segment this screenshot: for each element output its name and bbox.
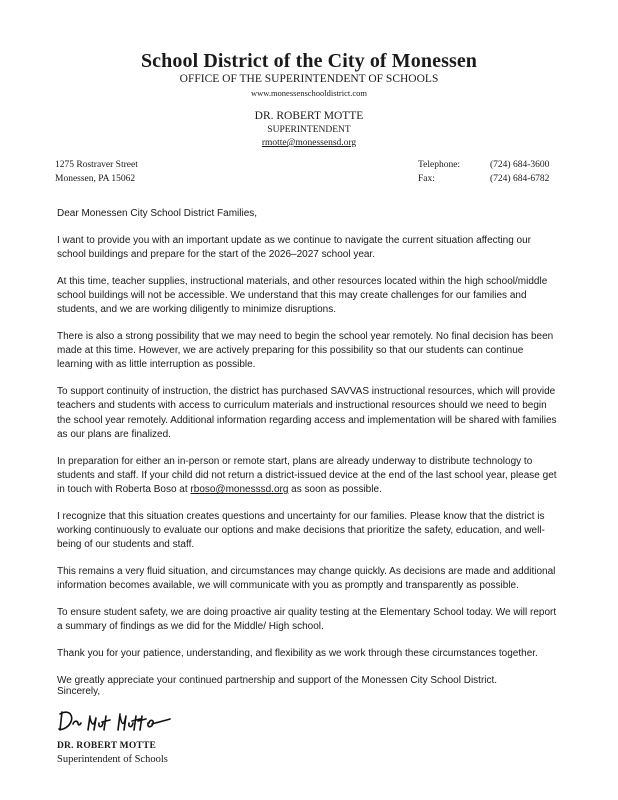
- district-title: School District of the City of Monessen: [140, 50, 478, 72]
- paragraph-9: Thank you for your patience, understanding, and flexibility as we work through these circumstances together.: [57, 648, 538, 660]
- telephone-label: Telephone:: [418, 160, 461, 170]
- address-city: Monessen, PA 15062: [55, 174, 136, 184]
- district-website: www.monessenschooldistrict.com: [250, 88, 368, 98]
- superintendent-name: DR. ROBERT MOTTE: [254, 110, 364, 122]
- paragraph-1: I want to provide you with an important update as we continue to navigate the current situation affecting our school buildings and prepare for the start of the 2026–2027 school year.: [57, 234, 531, 260]
- paragraph-8: To ensure student safety, we are doing proactive air quality testing at the Elementary School today. We will report a summary of findings as we did for the Middle/ High school.: [57, 607, 557, 633]
- paragraph-7: This remains a very fluid situation, and circumstances may change quickly. As decisions are made and additional information becomes available, we will communicate with you as promptly and transparently as possible.: [57, 566, 556, 592]
- address-street: 1275 Rostraver Street: [55, 160, 138, 170]
- superintendent-email[interactable]: rmotte@monessensd.org: [261, 138, 357, 148]
- contact-email-link[interactable]: rboso@monesssd.org: [190, 484, 289, 496]
- paragraph-3: There is also a strong possibility that we may need to begin the school year remotely. No final decision has been made at this time. However, we are actively preparing for this possibility so that our students can continue learning with as little interruption as possible.: [57, 331, 554, 371]
- superintendent-email-line: [0, 138, 618, 148]
- telephone-number: (724) 684-3600: [490, 160, 550, 170]
- paragraph-5-text: In preparation for either an in-person or remote start, plans are already underway to distribute technology to students and staff. If your child did not return a district-issued device at the end of the last school year, please get in touch with Roberta Boso at: [57, 455, 557, 496]
- paragraph-4: To support continuity of instruction, the district has purchased SAVVAS instructional resources, which will provide teachers and students with access to curriculum materials and instructional resources should we need to begin the school year remotely. Additional information regarding access and implementation will be shared with families as our plans are finalized.: [57, 386, 557, 440]
- letter-body: [57, 207, 557, 701]
- closing: Sincerely,: [57, 686, 101, 697]
- fax-number: (724) 684-6782: [490, 174, 550, 184]
- greeting: Dear Monessen City School District Families,: [57, 208, 258, 219]
- paragraph-5: [57, 455, 557, 498]
- signature-title: Superintendent of Schools: [57, 754, 168, 765]
- paragraph-5-tail: as soon as possible.: [288, 484, 382, 496]
- paragraph-10: We greatly appreciate your continued partnership and support of the Monessen City School District.: [57, 674, 498, 686]
- signature-name: DR. ROBERT MOTTE: [57, 741, 157, 751]
- fax-label: Fax:: [418, 174, 435, 184]
- paragraph-2: At this time, teacher supplies, instructional materials, and other resources located within the high school/middle school buildings will not be accessible. We understand that this may create challenges for our families and students, and we are working diligently to minimize disruptions.: [57, 275, 548, 316]
- paragraph-6: I recognize that this situation creates questions and uncertainty for our families. Please know that the district is working continuously to evaluate our options and make decisions that prioritize the safety, education, and well-being of our students and staff.: [57, 510, 545, 551]
- superintendent-role: SUPERINTENDENT: [267, 125, 351, 135]
- handwritten-signature: [56, 704, 176, 736]
- office-heading: OFFICE OF THE SUPERINTENDENT OF SCHOOLS: [179, 73, 439, 85]
